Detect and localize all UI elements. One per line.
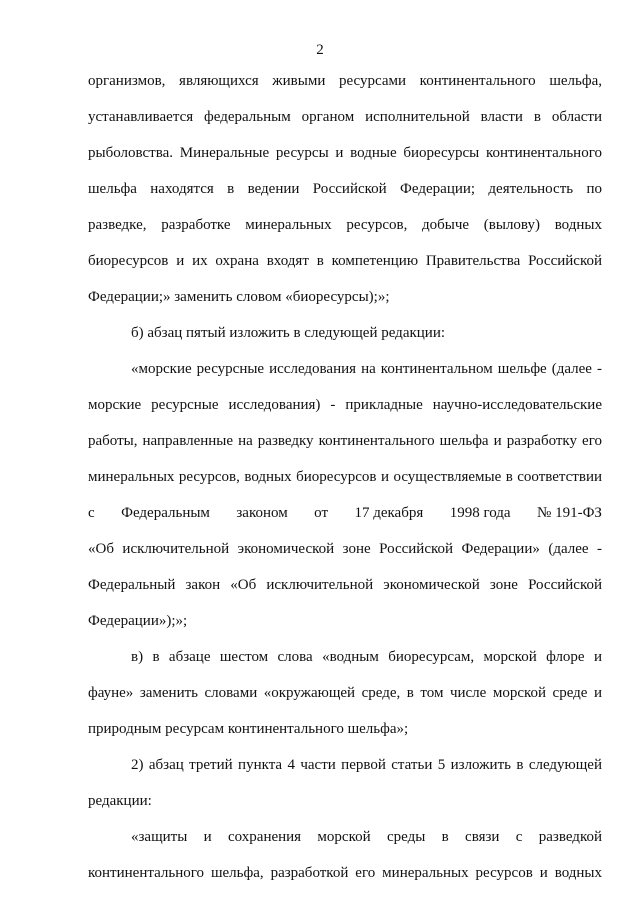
page-number: 2 (316, 42, 324, 58)
text-line-18: фауне» заменить словами «окружающей среде, в том числе морской среде и (88, 685, 602, 701)
text-line-22: «защиты и сохранения морской среды в связи с разведкой (131, 829, 602, 845)
text-line-6: биоресурсов и их охрана входят в компетенцию Правительства Российской (88, 253, 602, 269)
text-line-16: Федерации»);»; (88, 613, 188, 629)
text-line-9: «морские ресурсные исследования на континентальном шельфе (далее - (131, 361, 602, 377)
text-line-19: природным ресурсам континентального шельфа»; (88, 721, 409, 737)
text-line-11: работы, направленные на разведку континентального шельфа и разработку его (88, 433, 602, 449)
line-13-word: 17 декабря (354, 505, 424, 521)
text-line-23: континентального шельфа, разработкой его минеральных ресурсов и водных (88, 865, 602, 881)
line-13-word: Федеральным (121, 505, 210, 521)
text-line-7: Федерации;» заменить словом «биоресурсы);»; (88, 289, 390, 305)
text-line-20: 2) абзац третий пункта 4 части первой статьи 5 изложить в следующей (131, 757, 602, 773)
text-line-15: Федеральный закон «Об исключительной экономической зоне Российской (88, 577, 602, 593)
line-13-word: от (314, 505, 329, 521)
text-line-12: минеральных ресурсов, водных биоресурсов и осуществляемые в соответствии (88, 469, 602, 485)
text-line-13 (88, 503, 602, 523)
text-line-4: шельфа находятся в ведении Российской Федерации; деятельность по (88, 181, 602, 197)
text-line-21: редакции: (88, 793, 152, 809)
text-line-17: в) в абзаце шестом слова «водным биоресурсам, морской флоре и (131, 649, 602, 665)
text-line-2: устанавливается федеральным органом исполнительной власти в области (88, 109, 602, 125)
text-line-3: рыболовства. Минеральные ресурсы и водные биоресурсы континентального (88, 145, 602, 161)
line-13-word: № 191-ФЗ (537, 505, 602, 521)
text-line-14: «Об исключительной экономической зоне Российской Федерации» (далее - (88, 541, 602, 557)
text-line-8: б) абзац пятый изложить в следующей редакции: (131, 325, 446, 341)
text-line-10: морские ресурсные исследования) - прикладные научно-исследовательские (88, 397, 602, 413)
text-line-5: разведке, разработке минеральных ресурсов, добыче (вылову) водных (88, 217, 602, 233)
line-13-word: с (88, 505, 95, 521)
line-13-word: 1998 года (449, 505, 511, 521)
text-line-1: организмов, являющихся живыми ресурсами континентального шельфа, (88, 73, 602, 89)
line-13-word: законом (236, 505, 288, 521)
